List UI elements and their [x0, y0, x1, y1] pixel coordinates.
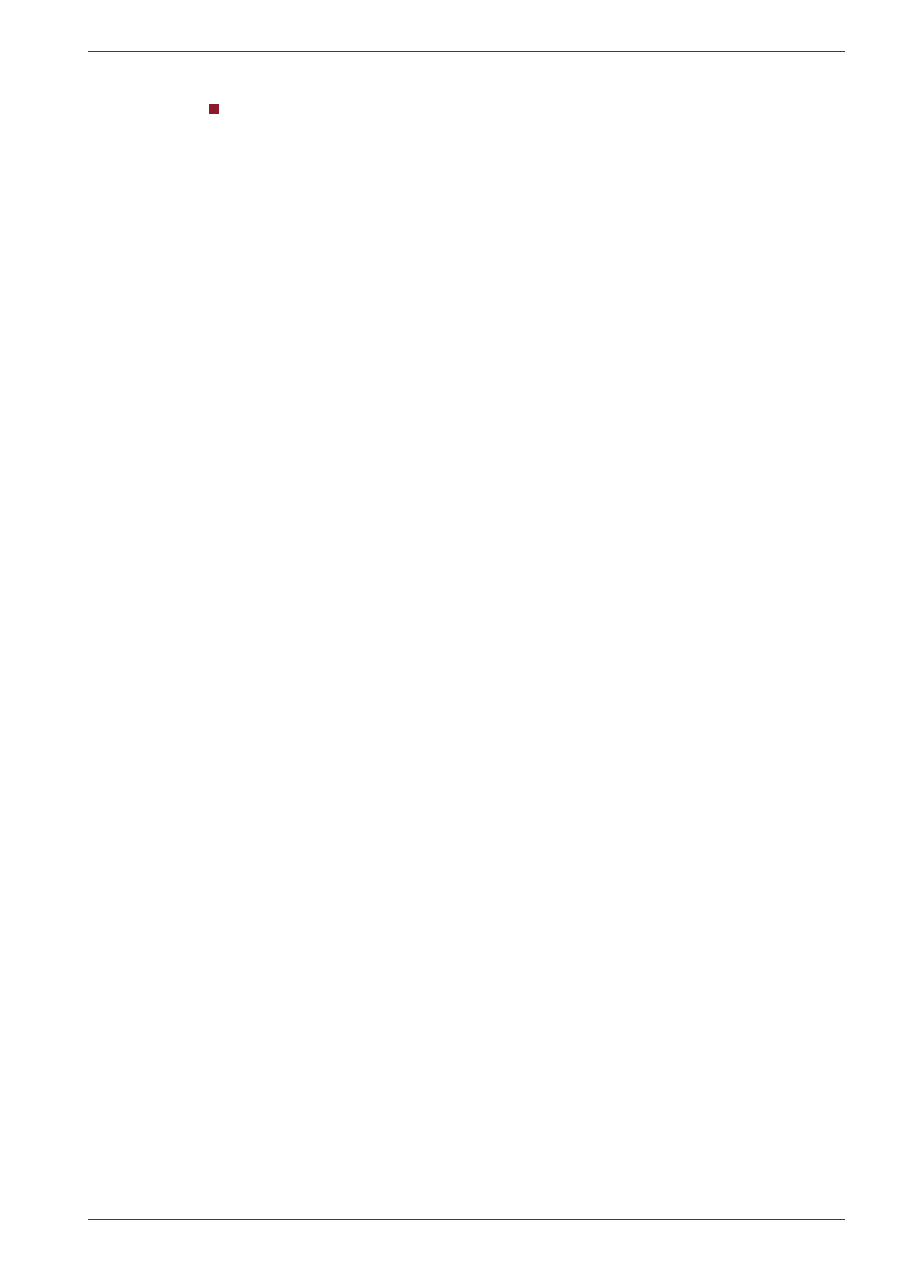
header-rule — [88, 51, 845, 52]
bullet-square-icon — [209, 104, 219, 114]
footer-rule — [88, 1219, 845, 1220]
page-content — [0, 80, 903, 96]
